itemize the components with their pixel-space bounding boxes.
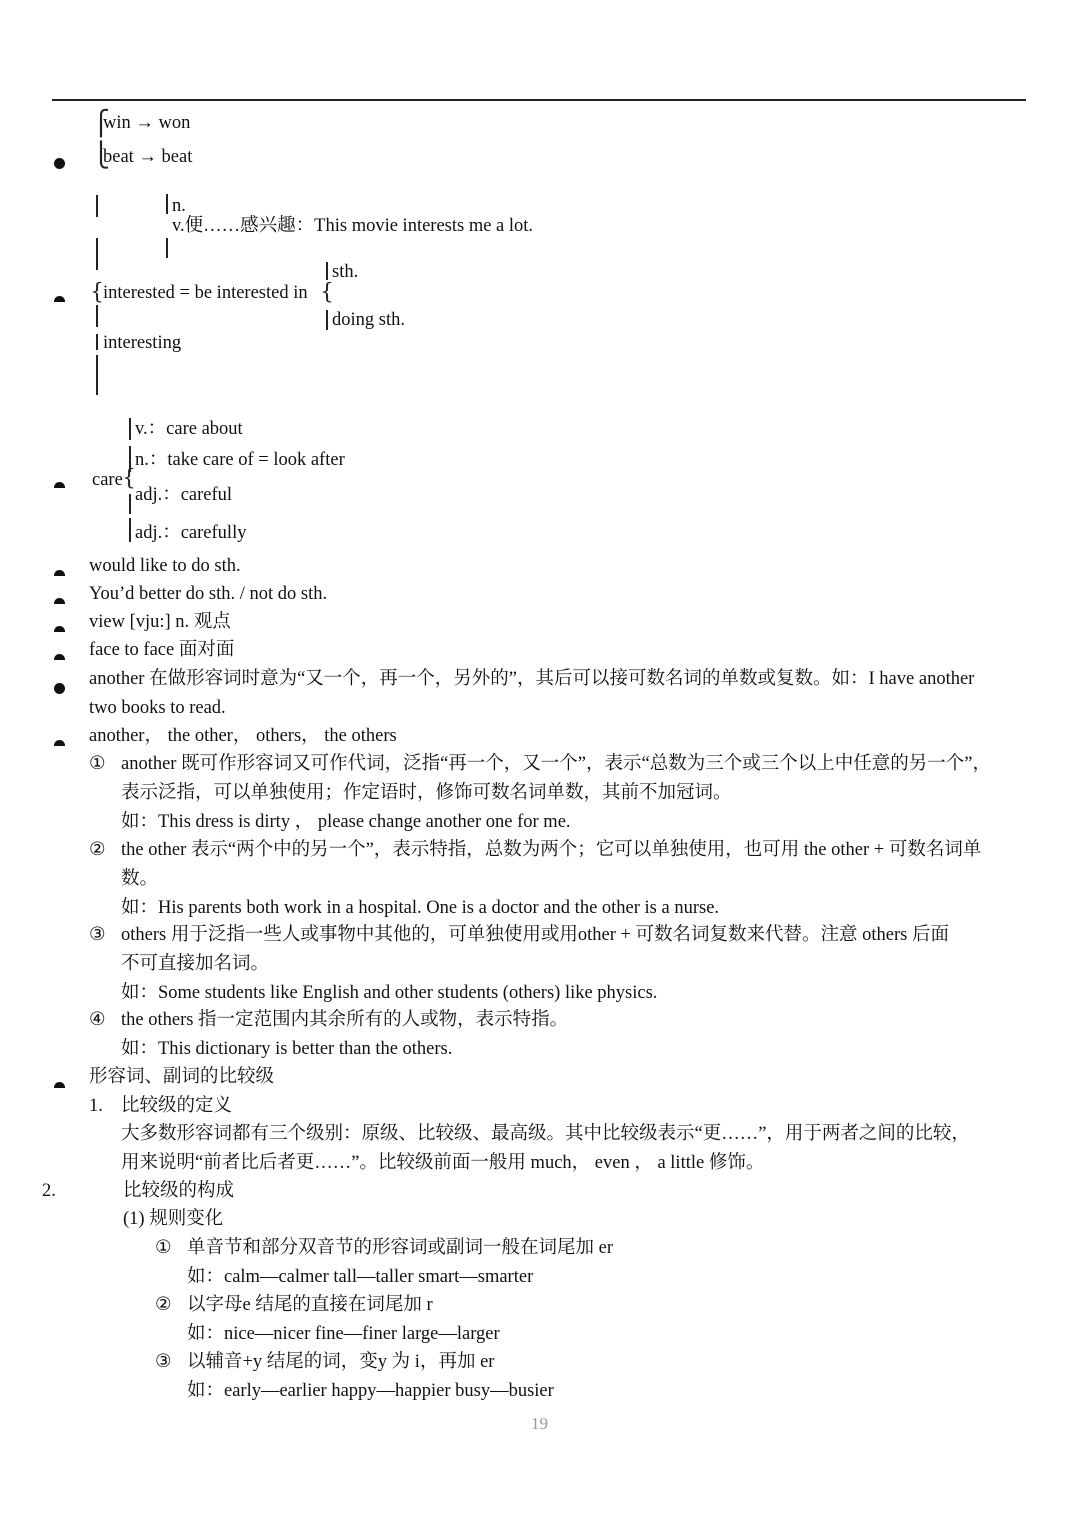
number-marker: ③ — [155, 1352, 172, 1372]
brace-line — [129, 518, 131, 542]
brace-line — [96, 195, 98, 217]
interest-noun: n. — [172, 196, 186, 216]
care-adj: adj.：careful — [135, 485, 233, 505]
others-explain-line1: others 用于泛指一些人或事物中其他的，可单独使用或用other + 可数名词复数来代替。注意 others 后面 — [121, 925, 949, 945]
care-adv: adj.：carefully — [135, 523, 247, 543]
bullet — [54, 158, 65, 169]
rule-y-to-i-example: 如：early—earlier happy—happier busy—busier — [187, 1381, 554, 1401]
others-example: 如：Some students like English and other students (others) like physics. — [121, 983, 658, 1003]
brace-line — [129, 494, 131, 514]
comparison-heading: 形容词、副词的比较级 — [89, 1067, 275, 1087]
rule-er-example: 如：calm—calmer tall—taller smart—smarter — [187, 1267, 534, 1287]
brace-line — [96, 334, 98, 350]
another-explain-line2: 表示泛指，可以单独使用；作定语时，修饰可数名词单数，其前不加冠词。 — [121, 783, 732, 803]
brace-top: ⎧ — [92, 109, 110, 137]
care-noun: n.：take care of = look after — [135, 450, 345, 470]
brace-line — [96, 238, 98, 270]
brace-line — [129, 418, 131, 440]
care-word: care — [92, 470, 123, 490]
bullet — [54, 296, 65, 302]
item-another-line1: another 在做形容词时意为“又一个，再一个，另外的”，其后可以接可数名词的单数或复数。如：I have another — [89, 669, 975, 689]
item-would-like: would like to do sth. — [89, 556, 241, 576]
brace-line — [326, 262, 328, 280]
bullet — [54, 740, 65, 746]
the-others-example: 如：This dictionary is better than the others. — [121, 1039, 453, 1059]
bullet — [54, 683, 65, 694]
bullet — [54, 598, 65, 604]
item-others-heading: another， the other， others， the others — [89, 726, 397, 746]
rule-er: 单音节和部分双音节的形容词或副词一般在词尾加 er — [187, 1238, 613, 1258]
definition-title: 比较级的定义 — [121, 1096, 233, 1116]
brace-line — [166, 194, 168, 214]
number-marker: ① — [89, 754, 106, 774]
interested-phrase: interested = be interested in — [103, 283, 308, 303]
definition-line1: 大多数形容词都有三个级别：原级、比较级、最高级。其中比较级表示“更……”，用于两者之间的比较， — [121, 1124, 970, 1144]
number-marker: ② — [89, 840, 106, 860]
rule-y-to-i: 以辅音+y 结尾的词，变y 为 i，再加 er — [187, 1352, 495, 1372]
brace-line — [326, 310, 328, 330]
another-example: 如：This dress is dirty ， please change another one for me. — [121, 812, 571, 832]
page-number: 19 — [531, 1414, 548, 1433]
interesting-word: interesting — [103, 333, 182, 353]
interested-sth: sth. — [332, 262, 359, 282]
interested-doing: doing sth. — [332, 310, 405, 330]
number-marker: ④ — [89, 1010, 106, 1030]
brace-line — [96, 355, 98, 395]
formation-title: 比较级的构成 — [123, 1181, 235, 1201]
item-another-line2: two books to read. — [89, 698, 226, 718]
care-verb: v.：care about — [135, 419, 243, 439]
interest-verb: v.便……感兴趣：This movie interests me a lot. — [172, 216, 534, 236]
item-face-to-face: face to face 面对面 — [89, 640, 235, 660]
brace-mid: { — [122, 466, 136, 491]
regular-change-heading: (1) 规则变化 — [123, 1209, 224, 1229]
brace-line — [96, 305, 98, 327]
rule-r: 以字母e 结尾的直接在词尾加 r — [187, 1295, 433, 1315]
number-marker: ① — [155, 1238, 172, 1258]
number-marker: ② — [155, 1295, 172, 1315]
bullet — [54, 570, 65, 576]
section-number: 2. — [42, 1181, 56, 1201]
header-rule — [52, 99, 1026, 101]
the-other-explain-line1: the other 表示“两个中的另一个”，表示特指，总数为两个；它可以单独使用，也可用 the other + 可数名词单 — [121, 840, 982, 860]
others-explain-line2: 不可直接加名词。 — [121, 954, 270, 974]
brace-mid: { — [90, 280, 104, 305]
bullet — [54, 1082, 65, 1088]
number-marker: ③ — [89, 925, 106, 945]
section-number: 1. — [89, 1096, 103, 1116]
brace-bottom: ⎩ — [92, 141, 110, 169]
verb-form-win: win → won — [103, 113, 191, 133]
bullet — [54, 626, 65, 632]
brace-line — [166, 238, 168, 258]
bullet — [54, 482, 65, 488]
definition-line2: 用来说明“前者比后者更……”。比较级前面一般用 much， even ， a little 修饰。 — [121, 1153, 765, 1173]
the-other-explain-line2: 数。 — [121, 869, 159, 889]
verb-form-beat: beat → beat — [103, 147, 193, 167]
another-explain-line1: another 既可作形容词又可作代词，泛指“再一个，又一个”，表示“总数为三个或三个以上中任意的另一个”， — [121, 754, 991, 774]
bullet — [54, 654, 65, 660]
the-others-explain: the others 指一定范围内其余所有的人或物，表示特指。 — [121, 1010, 569, 1030]
item-view: view [vju:] n. 观点 — [89, 612, 231, 632]
the-other-example: 如：His parents both work in a hospital. One is a doctor and the other is a nurse. — [121, 898, 720, 918]
item-had-better: You’d better do sth. / not do sth. — [89, 584, 328, 604]
rule-r-example: 如：nice—nicer fine—finer large—larger — [187, 1324, 500, 1344]
brace-mid: { — [320, 280, 334, 305]
